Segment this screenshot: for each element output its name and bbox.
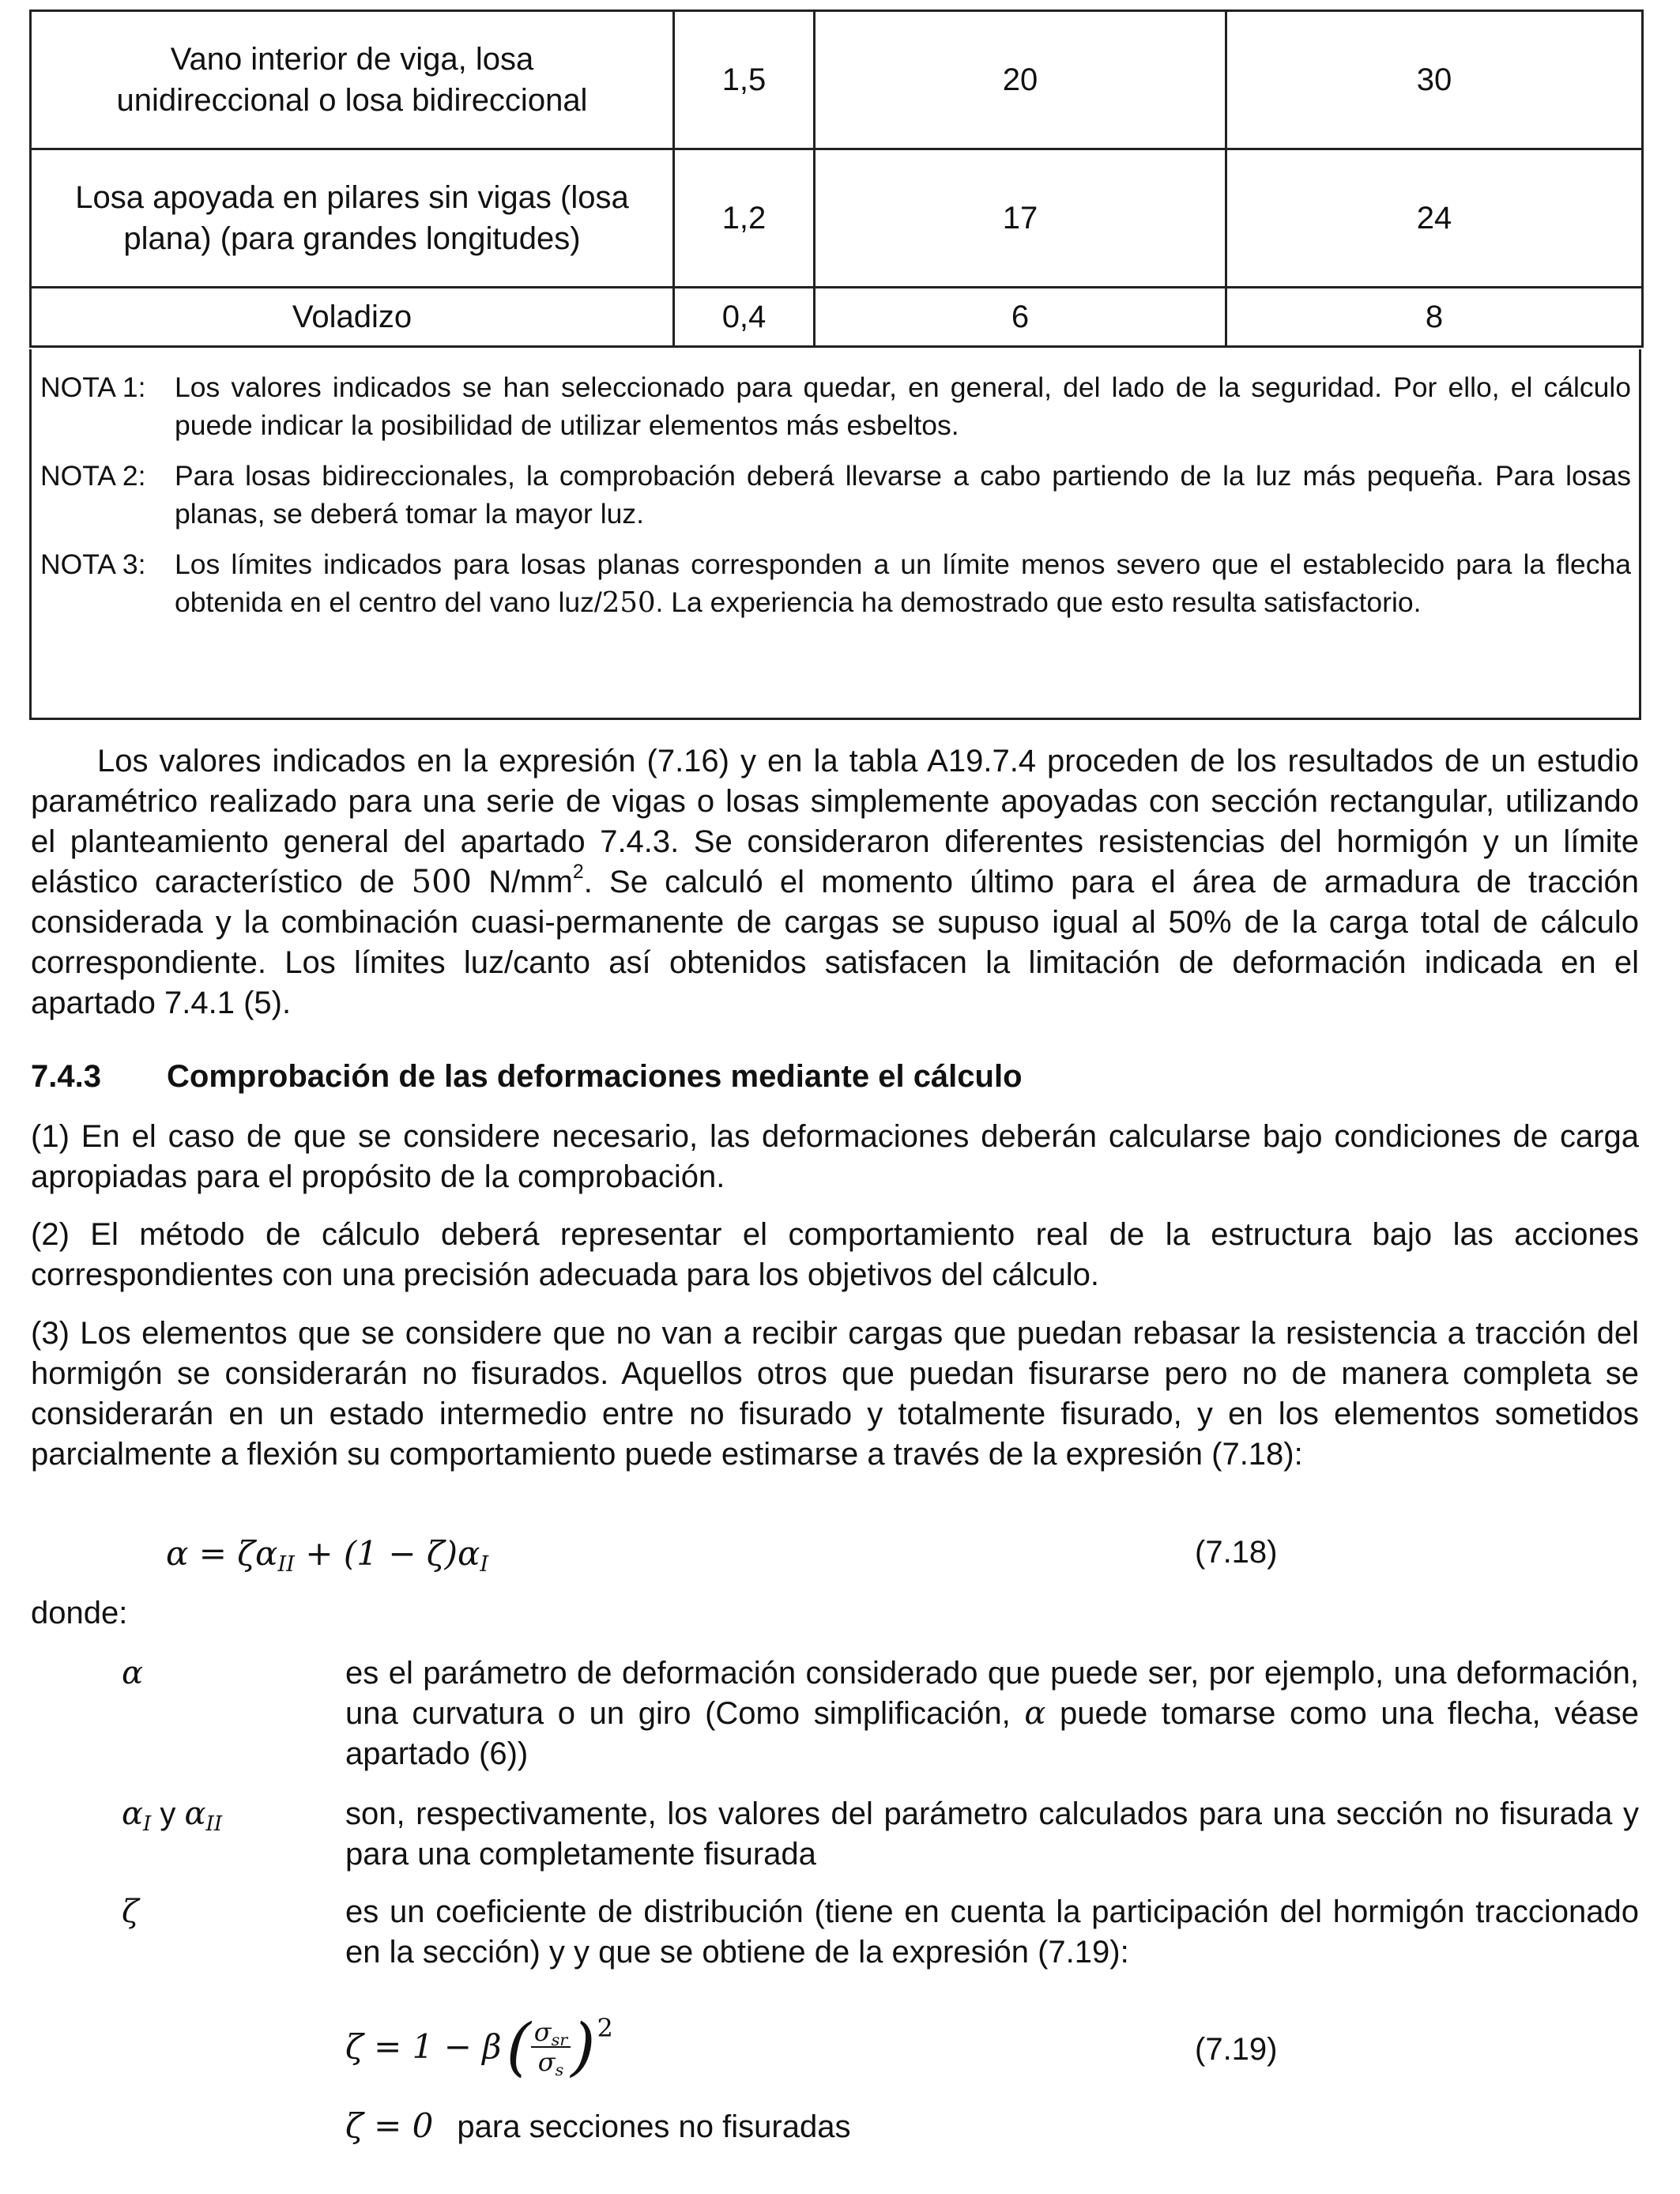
note-body: . La experiencia ha demostrado que esto resulta satisfactorio. (655, 586, 1422, 618)
zeta-zero-line: ζ = 0 para secciones no fisuradas (345, 2106, 851, 2145)
section-number: 7.4.3 (31, 1059, 101, 1094)
table-row (31, 11, 1643, 149)
donde-label: donde: (31, 1596, 128, 1630)
definition-symbol: $\alpha_I$ y $\alpha_{II}$ (122, 1796, 223, 1836)
equation-7-18: $\alpha = \zeta\alpha_{II} + (1 - \zeta)\alpha_I$ (166, 1534, 489, 1578)
paragraph-1: (1) En el caso de que se considere necesario, las deformaciones deberán calcularse bajo condiciones de carga apropiadas para el propósito de la comprobación. (31, 1119, 1639, 1194)
intro-paragraph: Los valores indicados en la expresión (7.16) y en la tabla A19.7.4 proceden de los resultados de un estudio paramétrico realizado para una serie de vigas o losas simplemente apoyadas con sección rectangular, utilizando el planteamiento general del apartado 7.4.3. Se consideraron diferentes resistencias del hormigón y un límite elástico característico de 500 $N/mm^2$. Se calculó el momento último para el área de armadura de tracción considerada y la combinación cuasi-permanente de cargas se supuso igual al 50% de la carga total de cálculo correspondiente. Los límites luz/canto así obtenidos satisfacen la limitación de deformación indicada en el apartado 7.4.1 (5). (31, 744, 1639, 1020)
stress-ratio-fraction: $\frac{\sigma_{sr}}{\sigma_s}$ (531, 2018, 571, 2076)
table-cell-highly-stressed: 17 (815, 149, 1226, 288)
note-label: NOTA 1: (40, 371, 146, 403)
note-label: NOTA 2: (40, 460, 146, 492)
definition-symbol: ζ (122, 1894, 139, 1930)
table-cell-k: 1,2 (674, 149, 815, 288)
equation-7-19: ζ = 1 − β ( $\frac{\sigma_{sr}}{\sigma_s}$ ) 2 (345, 2010, 613, 2083)
note-value: 250 (601, 586, 656, 619)
table-cell-system: Vano interior de viga, losa unidireccional o losa bidireccional (31, 11, 674, 149)
table-cell-lightly-stressed: 8 (1226, 288, 1643, 347)
table-cell-k: 0,4 (674, 288, 815, 347)
table-cell-highly-stressed: 20 (815, 11, 1226, 149)
definition-text: es el parámetro de deformación considerado que puede ser, por ejemplo, una deformación, una curvatura o un giro (Como simplificación, α puede tomarse como una flecha, véase apartado (6)) (345, 1656, 1639, 1771)
note-body: Los límites indicados para losas planas corresponden a un límite menos severo que el establecido para la flecha obtenida en el centro del vano luz/ (175, 548, 1631, 618)
paragraph-2: (2) El método de cálculo deberá representar el comportamiento real de la estructura bajo las acciones correspondientes con una precisión adecuada para los objetivos del cálculo. (31, 1217, 1639, 1292)
equation-number: (7.19) (1195, 2032, 1278, 2067)
table-row (31, 149, 1643, 288)
section-title: Comprobación de las deformaciones mediante el cálculo (167, 1059, 1023, 1094)
note-label: NOTA 3: (40, 548, 146, 580)
note-text (40, 457, 1631, 533)
table-notes (29, 349, 1641, 720)
table-row (31, 288, 1643, 347)
definition-symbol: α (122, 1655, 144, 1691)
note-text (40, 368, 1631, 444)
table-note (40, 457, 1631, 533)
note-text (40, 545, 1631, 622)
table-cell-k: 1,5 (674, 11, 815, 149)
paragraph-3: (3) Los elementos que se considere que no van a recibir cargas que puedan rebasar la resistencia a tracción del hormigón se considerarán no fisurados. Aquellos otros que puedan fisurarse pero no de manera completa se considerarán en un estado intermedio entre no fisurado y totalmente fisurado, y en los elementos sometidos parcialmente a flexión su comportamiento puede estimarse a través de la expresión (7.18): (31, 1316, 1639, 1472)
table-note (40, 368, 1631, 444)
table-cell-lightly-stressed: 24 (1226, 149, 1643, 288)
table-cell-system: Voladizo (31, 288, 674, 347)
note-body: Los valores indicados se han seleccionado para quedar, en general, del lado de la seguridad. Por ello, el cálculo puede indicar la posibilidad de utilizar elementos más esbeltos. (175, 371, 1631, 441)
definition-text: son, respectivamente, los valores del parámetro calculados para una sección no fisurada y para una completamente fisurada (345, 1796, 1639, 1872)
table-cell-system: Losa apoyada en pilares sin vigas (losa plana) (para grandes longitudes) (31, 149, 674, 288)
equation-number: (7.18) (1195, 1535, 1278, 1570)
table-cell-highly-stressed: 6 (815, 288, 1226, 347)
section-heading (31, 1056, 1023, 1097)
yield-strength-value: 500 (411, 864, 473, 900)
definition-text: es un coeficiente de distribución (tiene en cuenta la participación del hormigón traccionado en la sección) y y que se obtiene de la expresión (7.19): (345, 1894, 1639, 1970)
span-depth-table (29, 9, 1644, 348)
table-cell-lightly-stressed: 30 (1226, 11, 1643, 149)
table-note (40, 545, 1631, 622)
note-body: Para losas bidireccionales, la comprobación deberá llevarse a cabo partiendo de la luz más pequeña. Para losas planas, se deberá tomar la mayor luz. (175, 460, 1631, 530)
